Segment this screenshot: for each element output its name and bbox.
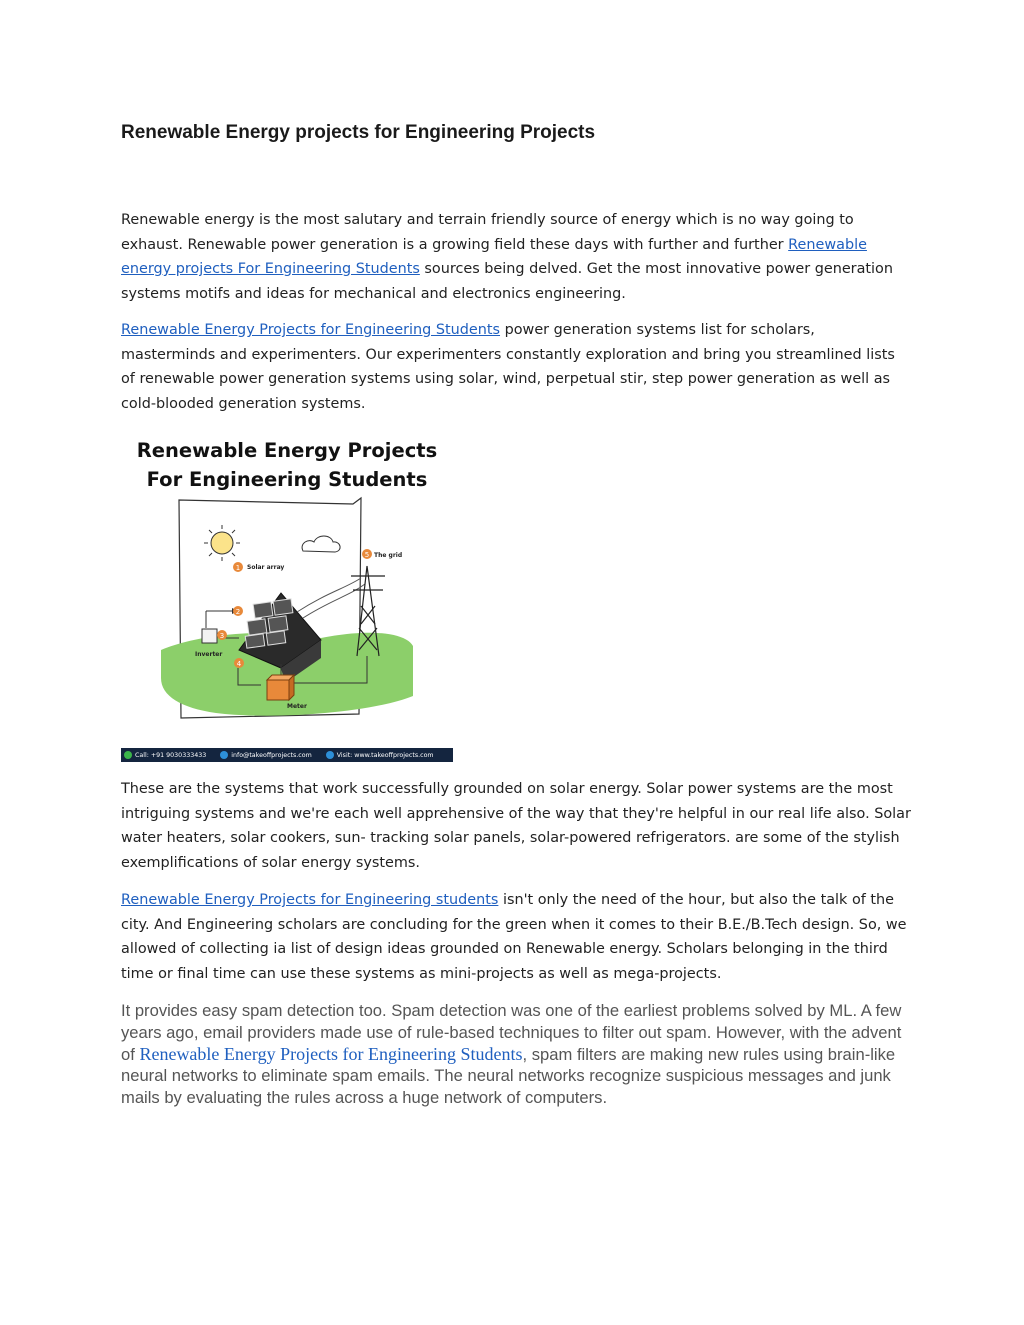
renewable-energy-figure [121,428,453,762]
step-2-badge: 2 [235,608,241,616]
sun-icon [204,525,240,561]
the-grid-label: The grid [374,552,403,559]
paragraph-text: Renewable energy is the most salutary and terrain friendly source of energy which is no way going to exhaust. Renewable power generation is a growing field these days with further and further [121,212,854,253]
paragraph-systems-list [121,318,911,416]
call-item [124,751,206,759]
document-title: Renewable Energy projects for Engineering Projects [121,122,596,143]
step-1-badge: 1 [235,564,241,572]
figure-title-line1: Renewable Energy Projects [136,439,438,462]
whatsapp-icon [124,751,132,759]
step-4-badge: 4 [236,660,242,668]
email-text: info@takeoffprojects.com [231,751,312,759]
paragraph-text: power generation systems list for scholars, masterminds and experimenters. Our experimenters constantly exploration and bring you streamlined lists of renewable power generation systems using solar, wind, perpetual stir, step power generation as well as cold-blooded generation systems. [121,322,895,412]
solar-panels [245,599,293,648]
email-item [220,751,312,759]
renewable-projects-link[interactable]: Renewable energy projects For Engineering Students [121,236,867,277]
call-text: Call: +91 9030333433 [135,751,207,759]
visit-item [326,751,434,759]
contact-bar [121,748,453,762]
figure-title [121,436,453,494]
step-3-badge: 3 [219,632,225,640]
paragraph-text: , spam filters are making new rules using brain-like neural networks to eliminate spam emails. The neural networks recognize suspicious messages and junk mails by evaluating the rules across a huge network of computers. [121,1044,896,1108]
inverter-label: Inverter [195,651,223,658]
paragraph-solar-systems: These are the systems that work successfully grounded on solar energy. Solar power systems are the most intriguing systems and we're each well apprehensive of the way that they're helpful in our real life also. Solar water heaters, solar cookers, sun- tracking solar panels, solar-powered refrigerators. are some of the stylish exemplifications of solar energy systems. [121,781,911,871]
solar-array-label: Solar array [247,564,285,571]
cloud-icon [302,536,340,552]
paragraph-text: sources being delved. Get the most innovative power generation systems motifs and ideas for mechanical and electronics engineering. [121,261,893,302]
paragraph-text: isn't only the need of the hour, but also the talk of the city. And Engineering scholars are concluding for the green when it comes to their B.E./B.Tech design. So, we allowed of collecting ia list of design ideas grounded on Renewable energy. Scholars belonging in the third time or final time can use these systems as mini-projects as well as mega-projects. [121,892,907,982]
paragraph-text: It provides easy spam detection too. Spam detection was one of the earliest problems solved by ML. A few years ago, email providers made use of rule-based techniques to filter out spam. However, with the advent of [121,1001,902,1064]
inverter-box [202,629,217,643]
email-icon [220,751,228,759]
paragraph-engineering-students [121,888,911,986]
meter-label: Meter [287,703,307,710]
visit-text: Visit: www.takeoffprojects.com [336,751,434,759]
figure-title-line2: For Engineering Students [146,468,428,491]
step-5-badge: 5 [364,551,370,559]
renewable-projects-link[interactable]: Renewable Energy Projects for Engineering Students [121,322,501,338]
paragraph-intro [121,208,911,306]
paragraph-spam-detection [121,1000,911,1109]
meter-box [267,675,294,700]
renewable-projects-link[interactable]: Renewable Energy Projects for Engineering Students [139,1043,523,1064]
globe-icon [326,751,334,759]
renewable-projects-link[interactable]: Renewable Energy Projects for Engineering students [121,892,499,908]
